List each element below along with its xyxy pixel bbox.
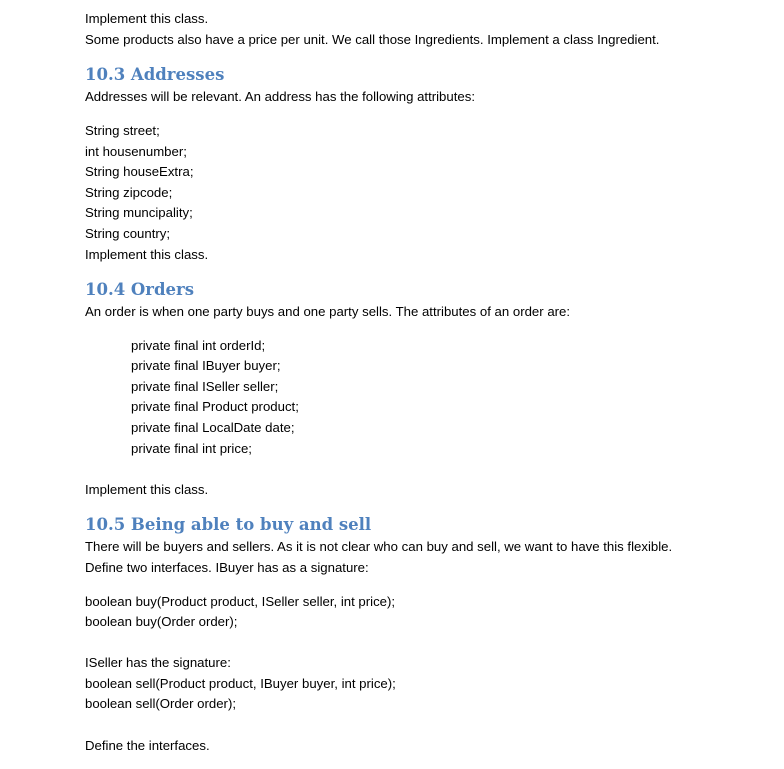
seller-signature: boolean sell(Product product, IBuyer buyer, int price);	[85, 676, 396, 691]
address-attribute: String muncipality;	[85, 205, 193, 220]
order-attribute: private final LocalDate date;	[131, 420, 295, 435]
buy-sell-intro-1: There will be buyers and sellers. As it is not clear who can buy and sell, we want to have this flexible.	[85, 539, 673, 554]
address-attribute: String houseExtra;	[85, 164, 194, 179]
section-heading-buy-sell: 10.5 Being able to buy and sell	[85, 515, 372, 534]
order-attribute: private final int price;	[131, 441, 252, 456]
seller-intro: ISeller has the signature:	[85, 655, 231, 670]
buy-sell-intro-2: Define two interfaces. IBuyer has as a signature:	[85, 560, 369, 575]
buyer-signature: boolean buy(Product product, ISeller seller, int price);	[85, 594, 396, 609]
buyer-signature: boolean buy(Order order);	[85, 614, 238, 629]
order-attribute: private final Product product;	[131, 399, 299, 414]
intro-line-2: Some products also have a price per unit. We call those Ingredients. Implement a class Ingredient.	[85, 32, 660, 47]
address-attribute: int housenumber;	[85, 144, 187, 159]
seller-signature: boolean sell(Order order);	[85, 696, 236, 711]
addresses-intro: Addresses will be relevant. An address has the following attributes:	[85, 89, 475, 104]
address-attribute: String zipcode;	[85, 185, 173, 200]
orders-closing: Implement this class.	[85, 482, 209, 497]
order-attribute: private final IBuyer buyer;	[131, 358, 281, 373]
address-attribute: String country;	[85, 226, 171, 241]
intro-line-1: Implement this class.	[85, 11, 209, 26]
order-attribute: private final int orderId;	[131, 338, 266, 353]
section-heading-orders: 10.4 Orders	[85, 280, 195, 299]
address-attribute: String street;	[85, 123, 160, 138]
buy-sell-closing: Define the interfaces.	[85, 738, 210, 753]
orders-intro: An order is when one party buys and one party sells. The attributes of an order are:	[85, 304, 571, 319]
addresses-closing: Implement this class.	[85, 247, 209, 262]
section-heading-addresses: 10.3 Addresses	[85, 65, 225, 84]
order-attribute: private final ISeller seller;	[131, 379, 279, 394]
